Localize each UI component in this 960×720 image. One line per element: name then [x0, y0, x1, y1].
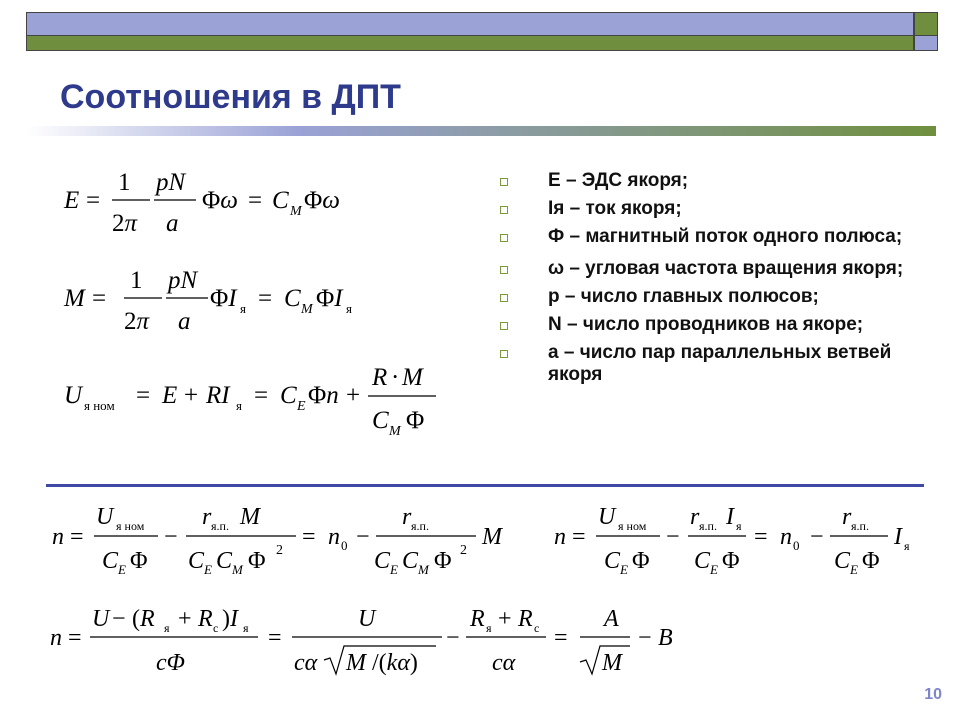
svg-text:Φ: Φ	[130, 548, 148, 574]
svg-text:я: я	[240, 301, 246, 316]
svg-text:−: −	[810, 524, 824, 550]
svg-text:1: 1	[118, 169, 131, 196]
svg-text:я ном: я ном	[618, 519, 647, 533]
svg-text:=: =	[572, 524, 586, 550]
svg-text:(R: (R	[132, 606, 155, 632]
bullet-icon	[500, 266, 508, 274]
svg-text:C: C	[280, 382, 297, 409]
svg-text:я ном: я ном	[116, 519, 145, 533]
formula-emf	[60, 162, 390, 242]
bullet-icon	[500, 206, 508, 214]
svg-text:Φn: Φn	[308, 382, 339, 409]
svg-text:=: =	[302, 524, 316, 550]
svg-text:·: ·	[391, 364, 400, 391]
definition-item: p – число главных полюсов;	[496, 286, 936, 308]
svg-text:M: M	[418, 562, 429, 577]
svg-text:+: +	[346, 382, 361, 409]
svg-text:2: 2	[276, 543, 283, 558]
page-number: 10	[924, 686, 942, 703]
svg-text:E: E	[297, 399, 306, 414]
svg-text:C: C	[402, 548, 419, 574]
svg-text:a: a	[178, 308, 191, 335]
svg-text:E: E	[850, 562, 858, 577]
svg-text:C: C	[102, 548, 119, 574]
svg-text:R: R	[198, 606, 213, 632]
svg-text:E: E	[390, 562, 398, 577]
svg-text:pN: pN	[168, 267, 198, 294]
svg-text:я: я	[243, 621, 249, 635]
svg-text:=: =	[68, 625, 82, 651]
svg-text:r: r	[842, 504, 852, 530]
svg-text:я.п.: я.п.	[411, 519, 429, 533]
svg-text:я ном: я ном	[84, 398, 115, 413]
svg-text:M: M	[602, 650, 622, 676]
svg-text:n: n	[50, 625, 62, 651]
svg-text:n: n	[780, 524, 792, 550]
svg-text:)I: )I	[222, 606, 238, 632]
svg-text:R: R	[372, 364, 388, 391]
svg-text:r: r	[690, 504, 700, 530]
svg-text:я.п.: я.п.	[699, 519, 717, 533]
svg-text:я: я	[736, 519, 742, 533]
svg-text:C: C	[216, 548, 233, 574]
svg-text:/(kα): /(kα)	[372, 650, 418, 676]
svg-text:C: C	[188, 548, 205, 574]
definition-item: Ф – магнитный поток одного полюса;	[496, 226, 936, 248]
svg-text:A: A	[604, 606, 619, 632]
svg-text:=: =	[136, 382, 151, 409]
svg-text:ΦI: ΦI	[210, 285, 237, 312]
formula-torque	[60, 262, 390, 342]
svg-text:с: с	[213, 621, 219, 635]
svg-text:M: M	[232, 562, 243, 577]
svg-text:E: E	[64, 187, 80, 214]
svg-text:Φ: Φ	[406, 407, 425, 434]
title-underline	[26, 126, 936, 136]
svg-text:=: =	[86, 187, 101, 214]
svg-text:E: E	[118, 562, 126, 577]
svg-text:=: =	[254, 382, 269, 409]
svg-text:r: r	[402, 504, 412, 530]
svg-text:R: R	[518, 606, 533, 632]
bullet-icon	[500, 234, 508, 242]
svg-text:2: 2	[460, 543, 467, 558]
svg-text:U: U	[598, 504, 616, 530]
svg-text:cα: cα	[492, 650, 516, 676]
svg-text:B: B	[658, 625, 673, 651]
svg-text:+: +	[498, 606, 512, 632]
svg-text:C: C	[834, 548, 851, 574]
svg-text:=: =	[248, 187, 263, 214]
svg-text:Φ: Φ	[248, 548, 266, 574]
svg-text:C: C	[284, 285, 301, 312]
svg-text:M: M	[402, 364, 423, 391]
svg-text:=: =	[554, 625, 568, 651]
svg-text:я: я	[346, 301, 352, 316]
svg-text:M: M	[389, 424, 401, 439]
svg-text:U: U	[358, 606, 376, 632]
formula-speed-current	[548, 496, 928, 586]
definition-item: E – ЭДС якоря;	[496, 170, 936, 192]
svg-text:U: U	[96, 504, 114, 530]
svg-text:RI: RI	[206, 382, 230, 409]
svg-text:C: C	[272, 187, 289, 214]
svg-text:я.п.: я.п.	[851, 519, 869, 533]
svg-text:M: M	[240, 504, 260, 530]
svg-text:−: −	[112, 606, 126, 632]
svg-text:Φ: Φ	[632, 548, 650, 574]
svg-text:+: +	[184, 382, 199, 409]
svg-text:M: M	[301, 302, 313, 317]
svg-text:C: C	[374, 548, 391, 574]
svg-text:cΦ: cΦ	[156, 650, 185, 676]
svg-text:я: я	[486, 621, 492, 635]
svg-text:2π: 2π	[124, 308, 150, 335]
svg-text:E: E	[710, 562, 718, 577]
separator-line	[46, 484, 924, 487]
svg-text:я: я	[904, 539, 910, 553]
svg-text:−: −	[356, 524, 370, 550]
svg-text:я: я	[236, 398, 242, 413]
svg-text:2π: 2π	[112, 210, 138, 237]
svg-text:I: I	[726, 504, 734, 530]
svg-text:E: E	[204, 562, 212, 577]
svg-text:n: n	[554, 524, 566, 550]
svg-text:ΦI: ΦI	[316, 285, 343, 312]
top-square-blue	[914, 35, 938, 51]
bullet-icon	[500, 178, 508, 186]
svg-text:E: E	[620, 562, 628, 577]
svg-text:R: R	[470, 606, 485, 632]
svg-text:=: =	[92, 285, 107, 312]
svg-text:я.п.: я.п.	[211, 519, 229, 533]
slide-title: Соотношения в ДПТ	[60, 78, 401, 116]
svg-text:−: −	[446, 625, 460, 651]
svg-text:0: 0	[341, 538, 348, 553]
svg-text:Φ: Φ	[722, 548, 740, 574]
svg-text:U: U	[92, 606, 110, 632]
svg-text:M: M	[290, 204, 302, 219]
svg-text:с: с	[534, 621, 540, 635]
svg-text:Φω: Φω	[202, 187, 238, 214]
svg-text:M: M	[346, 650, 366, 676]
bullet-icon	[500, 350, 508, 358]
definition-item: ω – угловая частота вращения якоря;	[496, 258, 936, 280]
svg-text:pN: pN	[156, 169, 186, 196]
svg-text:r: r	[202, 504, 212, 530]
svg-text:n: n	[328, 524, 340, 550]
definition-item: Iя – ток якоря;	[496, 198, 936, 220]
svg-text:M: M	[64, 285, 85, 312]
top-bar-blue	[26, 12, 914, 36]
svg-text:−: −	[164, 524, 178, 550]
svg-text:C: C	[694, 548, 711, 574]
svg-text:=: =	[754, 524, 768, 550]
svg-text:I: I	[894, 524, 902, 550]
svg-text:Φ: Φ	[862, 548, 880, 574]
svg-text:=: =	[70, 524, 84, 550]
svg-text:C: C	[372, 407, 389, 434]
top-bar-green	[26, 35, 914, 51]
svg-text:−: −	[638, 625, 652, 651]
svg-text:=: =	[268, 625, 282, 651]
svg-text:=: =	[258, 285, 273, 312]
svg-text:я: я	[164, 621, 170, 635]
svg-text:cα: cα	[294, 650, 318, 676]
top-square-green	[914, 12, 938, 36]
definitions-list	[496, 170, 936, 392]
svg-text:a: a	[166, 210, 179, 237]
svg-text:Φ: Φ	[434, 548, 452, 574]
svg-text:n: n	[52, 524, 64, 550]
svg-text:+: +	[178, 606, 192, 632]
svg-text:−: −	[666, 524, 680, 550]
svg-text:Φω: Φω	[304, 187, 340, 214]
formula-voltage	[60, 358, 480, 448]
svg-text:M: M	[482, 524, 502, 550]
formula-speed-torque	[46, 496, 516, 586]
svg-text:1: 1	[130, 267, 143, 294]
bullet-icon	[500, 322, 508, 330]
svg-text:C: C	[604, 548, 621, 574]
svg-text:0: 0	[793, 538, 800, 553]
bullet-icon	[500, 294, 508, 302]
svg-text:U: U	[64, 382, 83, 409]
definition-item: N – число проводников на якоре;	[496, 314, 936, 336]
formula-series	[46, 598, 706, 688]
svg-text:E: E	[162, 382, 178, 409]
definition-item: a – число пар параллельных ветвей якоря	[496, 342, 936, 386]
